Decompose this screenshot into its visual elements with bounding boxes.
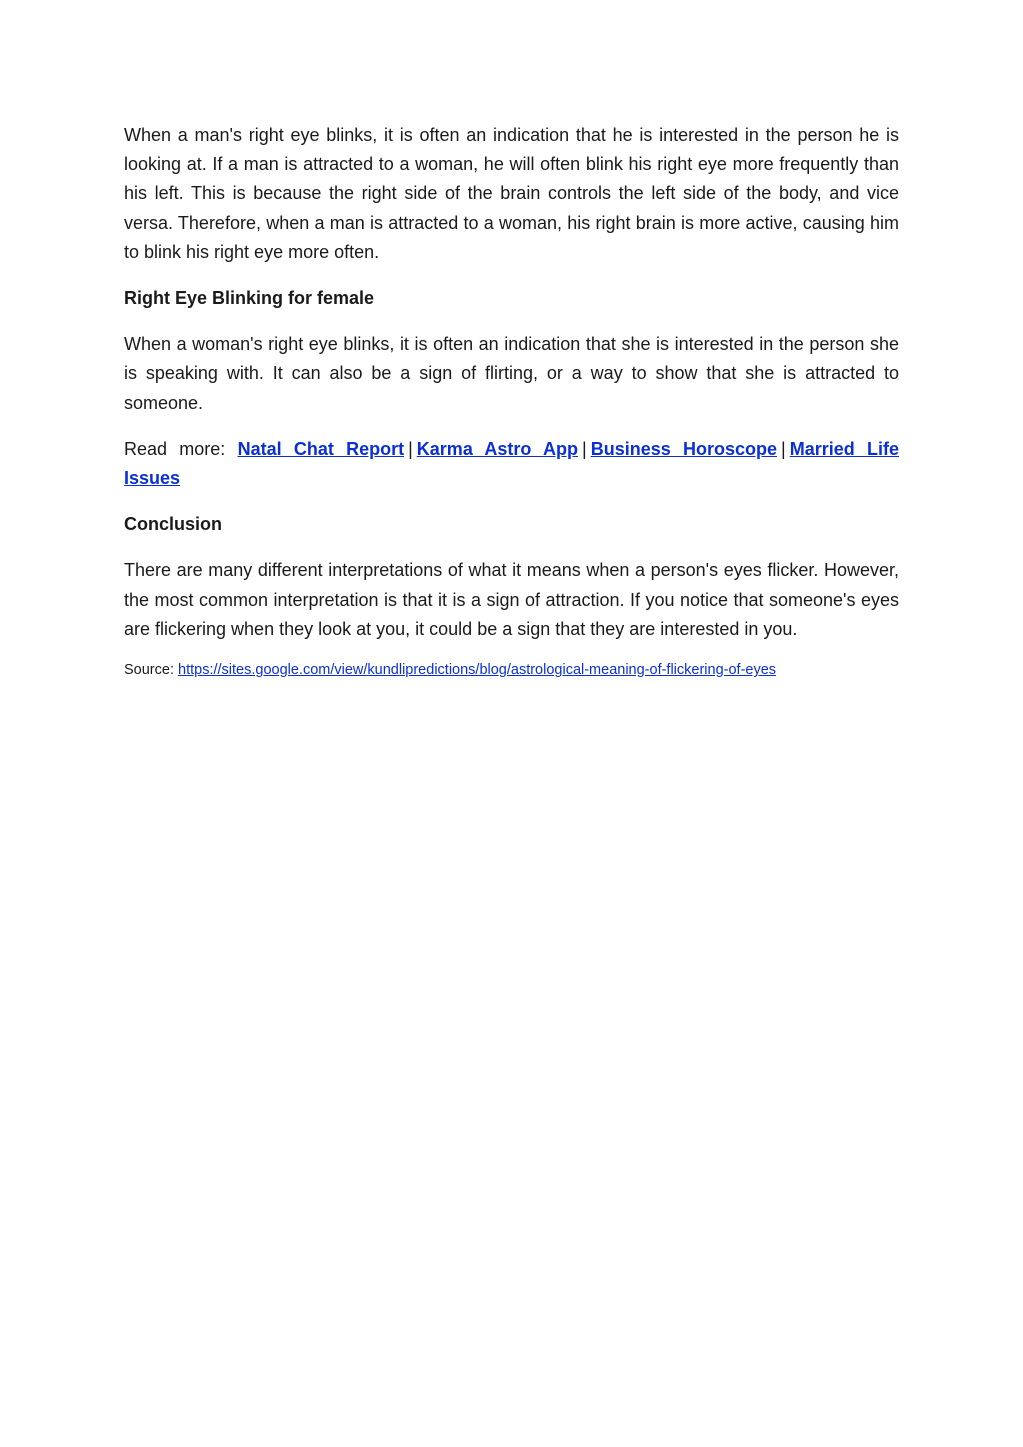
link-separator: |	[408, 438, 413, 459]
heading-right-eye-female: Right Eye Blinking for female	[124, 288, 375, 309]
read-more-label: Read more:	[124, 438, 226, 459]
link-married-life-issues[interactable]: Married Life Issues	[124, 438, 899, 489]
paragraph-female-blinking: When a woman's right eye blinks, it is often an indication that she is interested in the person she is speaking with. It can also be a sign of flirting, or a way to show that she is attracted to someone.	[124, 334, 899, 413]
heading-conclusion: Conclusion	[124, 514, 222, 535]
source-line	[124, 659, 899, 681]
link-natal-chat-report[interactable]: Natal Chat Report	[237, 438, 405, 459]
source-link[interactable]: https://sites.google.com/view/kundlipredictions/blog/astrological-meaning-of-flickering-of-eyes	[178, 662, 777, 679]
link-separator: |	[582, 438, 587, 459]
read-more-line	[124, 435, 899, 493]
link-karma-astro-app[interactable]: Karma Astro App	[416, 438, 579, 459]
source-label: Source:	[124, 662, 174, 679]
paragraph-conclusion: There are many different interpretations of what it means when a person's eyes flicker. However, the most common interpretation is that it is a sign of attraction. If you notice that someone's eyes are flickering when they look at you, it could be a sign that they are interested in you.	[124, 560, 899, 639]
paragraph-male-blinking: When a man's right eye blinks, it is often an indication that he is interested in the person he is looking at. If a man is attracted to a woman, he will often blink his right eye more frequently than his left. This is because the right side of the brain controls the left side of the body, and vice versa. Therefore, when a man is attracted to a woman, his right brain is more active, causing him to blink his right eye more often.	[124, 125, 899, 262]
link-separator: |	[781, 438, 786, 459]
link-business-horoscope[interactable]: Business Horoscope	[590, 438, 778, 459]
document-page	[124, 121, 899, 681]
